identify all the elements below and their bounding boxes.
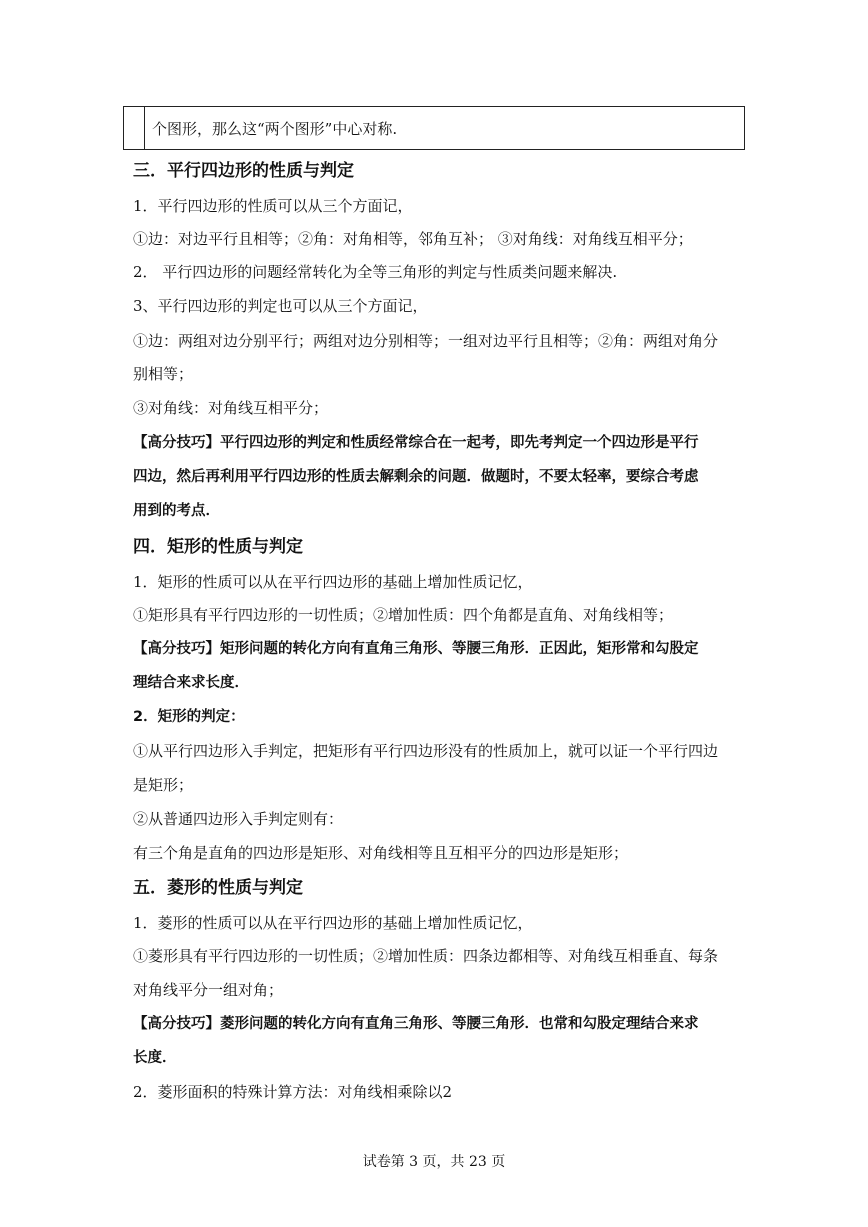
- section4-tip-line1: 【高分技巧】矩形问题的转化方向有直角三角形、等腰三角形．正因此，矩形常和勾股定: [133, 641, 699, 657]
- section3-line2: ①边：对边平行且相等；②角：对角相等，邻角互补； ③对角线：对角线互相平分；: [133, 230, 693, 248]
- section5-tip-line2: 长度．: [133, 1050, 177, 1066]
- table-cell-box: [123, 106, 745, 150]
- section3-line7: ③对角线：对角线互相平分；: [133, 399, 329, 417]
- section4-line7: 有三个角是直角的四边形是矩形、对角线相等且互相平分的四边形是矩形；: [133, 844, 629, 862]
- section5-line4: 2．菱形面积的特殊计算方法：对角线相乘除以2: [133, 1083, 453, 1101]
- section3-tip-line2: 四边，然后再利用平行四边形的性质去解剩余的问题．做题时，不要太轻率，要综合考虑: [133, 469, 699, 485]
- section5-line2: ①菱形具有平行四边形的一切性质；②增加性质：四条边都相等、对角线互相垂直、每条: [133, 947, 719, 965]
- section3-heading: 三．平行四边形的性质与判定: [133, 161, 354, 181]
- section3-line5: ①边：两组对边分别平行；两组对边分别相等；一组对边平行且相等；②角：两组对角分: [133, 332, 719, 350]
- section4-line6: ②从普通四边形入手判定则有：: [133, 810, 344, 828]
- section4-tip-line2: 理结合来求长度．: [133, 675, 249, 691]
- section4-line2: ①矩形具有平行四边形的一切性质；②增加性质：四个角都是直角、对角线相等；: [133, 606, 674, 624]
- section3-tip-line3: 用到的考点．: [133, 503, 220, 519]
- section3-line3: 2． 平行四边形的问题经常转化为全等三角形的判定与性质类问题来解决.: [133, 263, 618, 281]
- section5-line3: 对角线平分一组对角；: [133, 981, 284, 999]
- section5-line1: 1．菱形的性质可以从在平行四边形的基础上增加性质记忆，: [133, 914, 533, 932]
- box-text: 个图形，那么这“两个图形”中心对称.: [152, 120, 398, 138]
- section5-tip-line1: 【高分技巧】菱形问题的转化方向有直角三角形、等腰三角形．也常和勾股定理结合来求: [133, 1016, 699, 1032]
- section3-line6: 别相等；: [133, 365, 194, 383]
- section4-line3: 2．矩形的判定：: [133, 709, 245, 725]
- section4-heading: 四．矩形的性质与判定: [133, 537, 303, 557]
- section3-tip-line1: 【高分技巧】平行四边形的判定和性质经常综合在一起考，即先考判定一个四边形是平行: [133, 435, 699, 451]
- section4-line5: 是矩形；: [133, 776, 194, 794]
- section5-heading: 五．菱形的性质与判定: [133, 878, 303, 898]
- section3-line1: 1．平行四边形的性质可以从三个方面记，: [133, 197, 413, 215]
- section4-line4: ①从平行四边形入手判定，把矩形有平行四边形没有的性质加上，就可以证一个平行四边: [133, 742, 719, 760]
- table-column-divider: [144, 107, 145, 149]
- page-footer: 试卷第 3 页，共 23 页: [362, 1154, 506, 1170]
- section3-line4: 3、平行四边形的判定也可以从三个方面记，: [133, 297, 428, 315]
- section4-line1: 1．矩形的性质可以从在平行四边形的基础上增加性质记忆，: [133, 573, 533, 591]
